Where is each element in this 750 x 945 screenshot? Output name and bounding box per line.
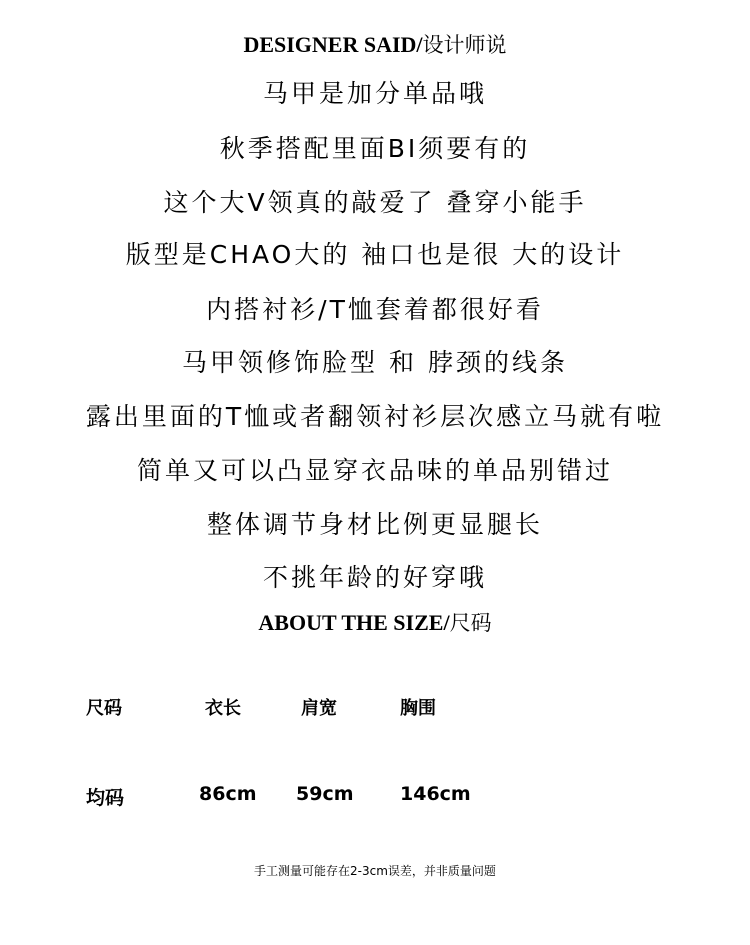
designer-line-10: 不挑年龄的好穿哦 bbox=[262, 563, 487, 592]
designer-said-heading bbox=[0, 29, 750, 59]
designer-line-1: 马甲是加分单品哦 bbox=[262, 79, 487, 108]
designer-line-3: 这个大V领真的敲爱了 叠穿小能手 bbox=[163, 188, 587, 217]
designer-line-7: 露出里面的T恤或者翻领衬衫层次感立马就有啦 bbox=[85, 402, 665, 431]
size-header-size: 尺码 bbox=[86, 698, 122, 719]
designer-line-9: 整体调节身材比例更显腿长 bbox=[206, 510, 543, 539]
measurement-note: 手工测量可能存在2-3cm误差，并非质量问题 bbox=[254, 864, 496, 878]
about-size-heading bbox=[0, 607, 750, 637]
designer-line-5: 内搭衬衫/T恤套着都很好看 bbox=[206, 295, 544, 324]
designer-line-6: 马甲领修饰脸型 和 脖颈的线条 bbox=[182, 348, 568, 377]
designer-said-title-cn: 设计师说 bbox=[422, 33, 507, 57]
about-size-title-en: ABOUT THE SIZE/ bbox=[258, 610, 450, 635]
size-value-chest: 146cm bbox=[400, 783, 471, 805]
size-header-length: 衣长 bbox=[205, 698, 241, 719]
about-size-title-cn: 尺码 bbox=[449, 611, 492, 635]
size-header-shoulder: 肩宽 bbox=[301, 698, 337, 719]
size-value-length: 86cm bbox=[199, 783, 257, 805]
designer-line-8: 简单又可以凸显穿衣品味的单品别错过 bbox=[136, 456, 613, 485]
designer-said-title-en: DESIGNER SAID/ bbox=[243, 32, 423, 57]
designer-line-2: 秋季搭配里面BI须要有的 bbox=[219, 134, 531, 163]
size-value-size: 均码 bbox=[86, 787, 125, 809]
size-value-shoulder: 59cm bbox=[296, 783, 354, 805]
size-header-chest: 胸围 bbox=[400, 698, 436, 719]
designer-line-4: 版型是CHAO大的 袖口也是很 大的设计 bbox=[125, 240, 625, 269]
